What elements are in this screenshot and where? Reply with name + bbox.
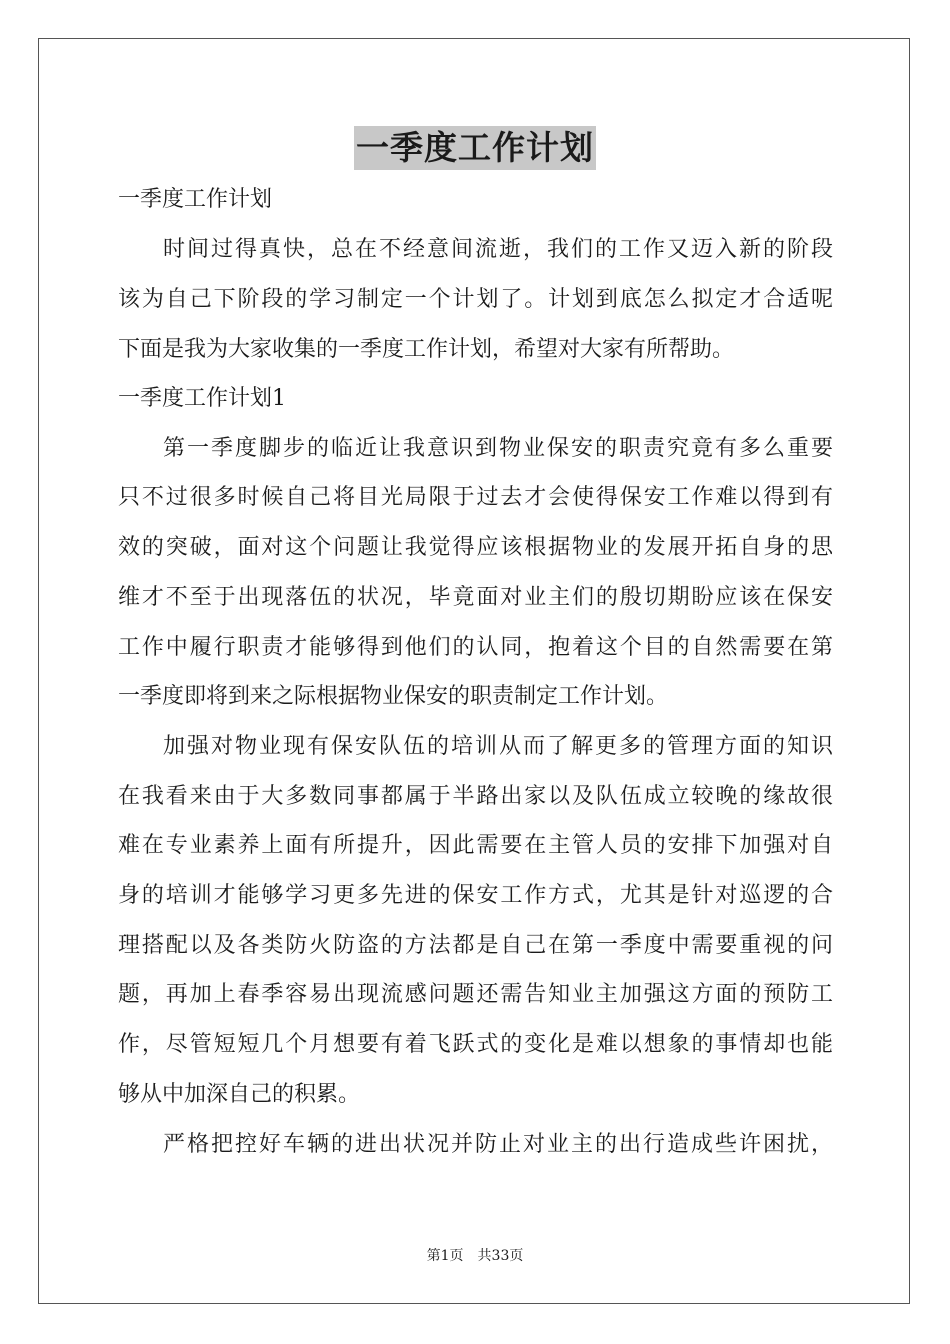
text-line: 难在专业素养上面有所提升，因此需要在主管人员的安排下加强对自	[118, 833, 833, 858]
text-line: 下面是我为大家收集的一季度工作计划，希望对大家有所帮助。	[118, 337, 735, 362]
text-line: 严格把控好车辆的进出状况并防止对业主的出行造成些许困扰，	[163, 1132, 833, 1157]
text-line: 效的突破，面对这个问题让我觉得应该根据物业的发展开拓自身的思	[118, 535, 833, 560]
text-line: 一季度即将到来之际根据物业保安的职责制定工作计划。	[118, 684, 669, 709]
text-line: 第一季度脚步的临近让我意识到物业保安的职责究竟有多么重要	[163, 436, 833, 461]
text-line: 加强对物业现有保安队伍的培训从而了解更多的管理方面的知识	[163, 734, 833, 759]
page-footer: 第1页 共33页	[426, 1248, 524, 1264]
text-line: 该为自己下阶段的学习制定一个计划了。计划到底怎么拟定才合适呢	[118, 287, 833, 312]
text-line: 时间过得真快，总在不经意间流逝，我们的工作又迈入新的阶段	[163, 237, 833, 262]
text-line: 理搭配以及各类防火防盗的方法都是自己在第一季度中需要重视的问	[118, 933, 833, 958]
text-line: 维才不至于出现落伍的状况，毕竟面对业主们的殷切期盼应该在保安	[118, 585, 833, 610]
page-border	[38, 38, 910, 1304]
text-line: 作，尽管短短几个月想要有着飞跃式的变化是难以想象的事情却也能	[118, 1032, 833, 1057]
text-line: 只不过很多时候自己将目光局限于过去才会使得保安工作难以得到有	[118, 485, 833, 510]
document-title: 一季度工作计划	[354, 126, 596, 170]
text-line: 身的培训才能够学习更多先进的保安工作方式，尤其是针对巡逻的合	[118, 883, 833, 908]
subtitle-line: 一季度工作计划	[118, 187, 273, 212]
section-heading: 一季度工作计划1	[118, 386, 286, 411]
title-container	[0, 126, 950, 170]
text-line: 够从中加深自己的积累。	[118, 1082, 361, 1107]
text-line: 工作中履行职责才能够得到他们的认同，抱着这个目的自然需要在第	[118, 635, 833, 660]
text-line: 在我看来由于大多数同事都属于半路出家以及队伍成立较晚的缘故很	[118, 784, 833, 809]
text-line: 题，再加上春季容易出现流感问题还需告知业主加强这方面的预防工	[118, 982, 833, 1007]
